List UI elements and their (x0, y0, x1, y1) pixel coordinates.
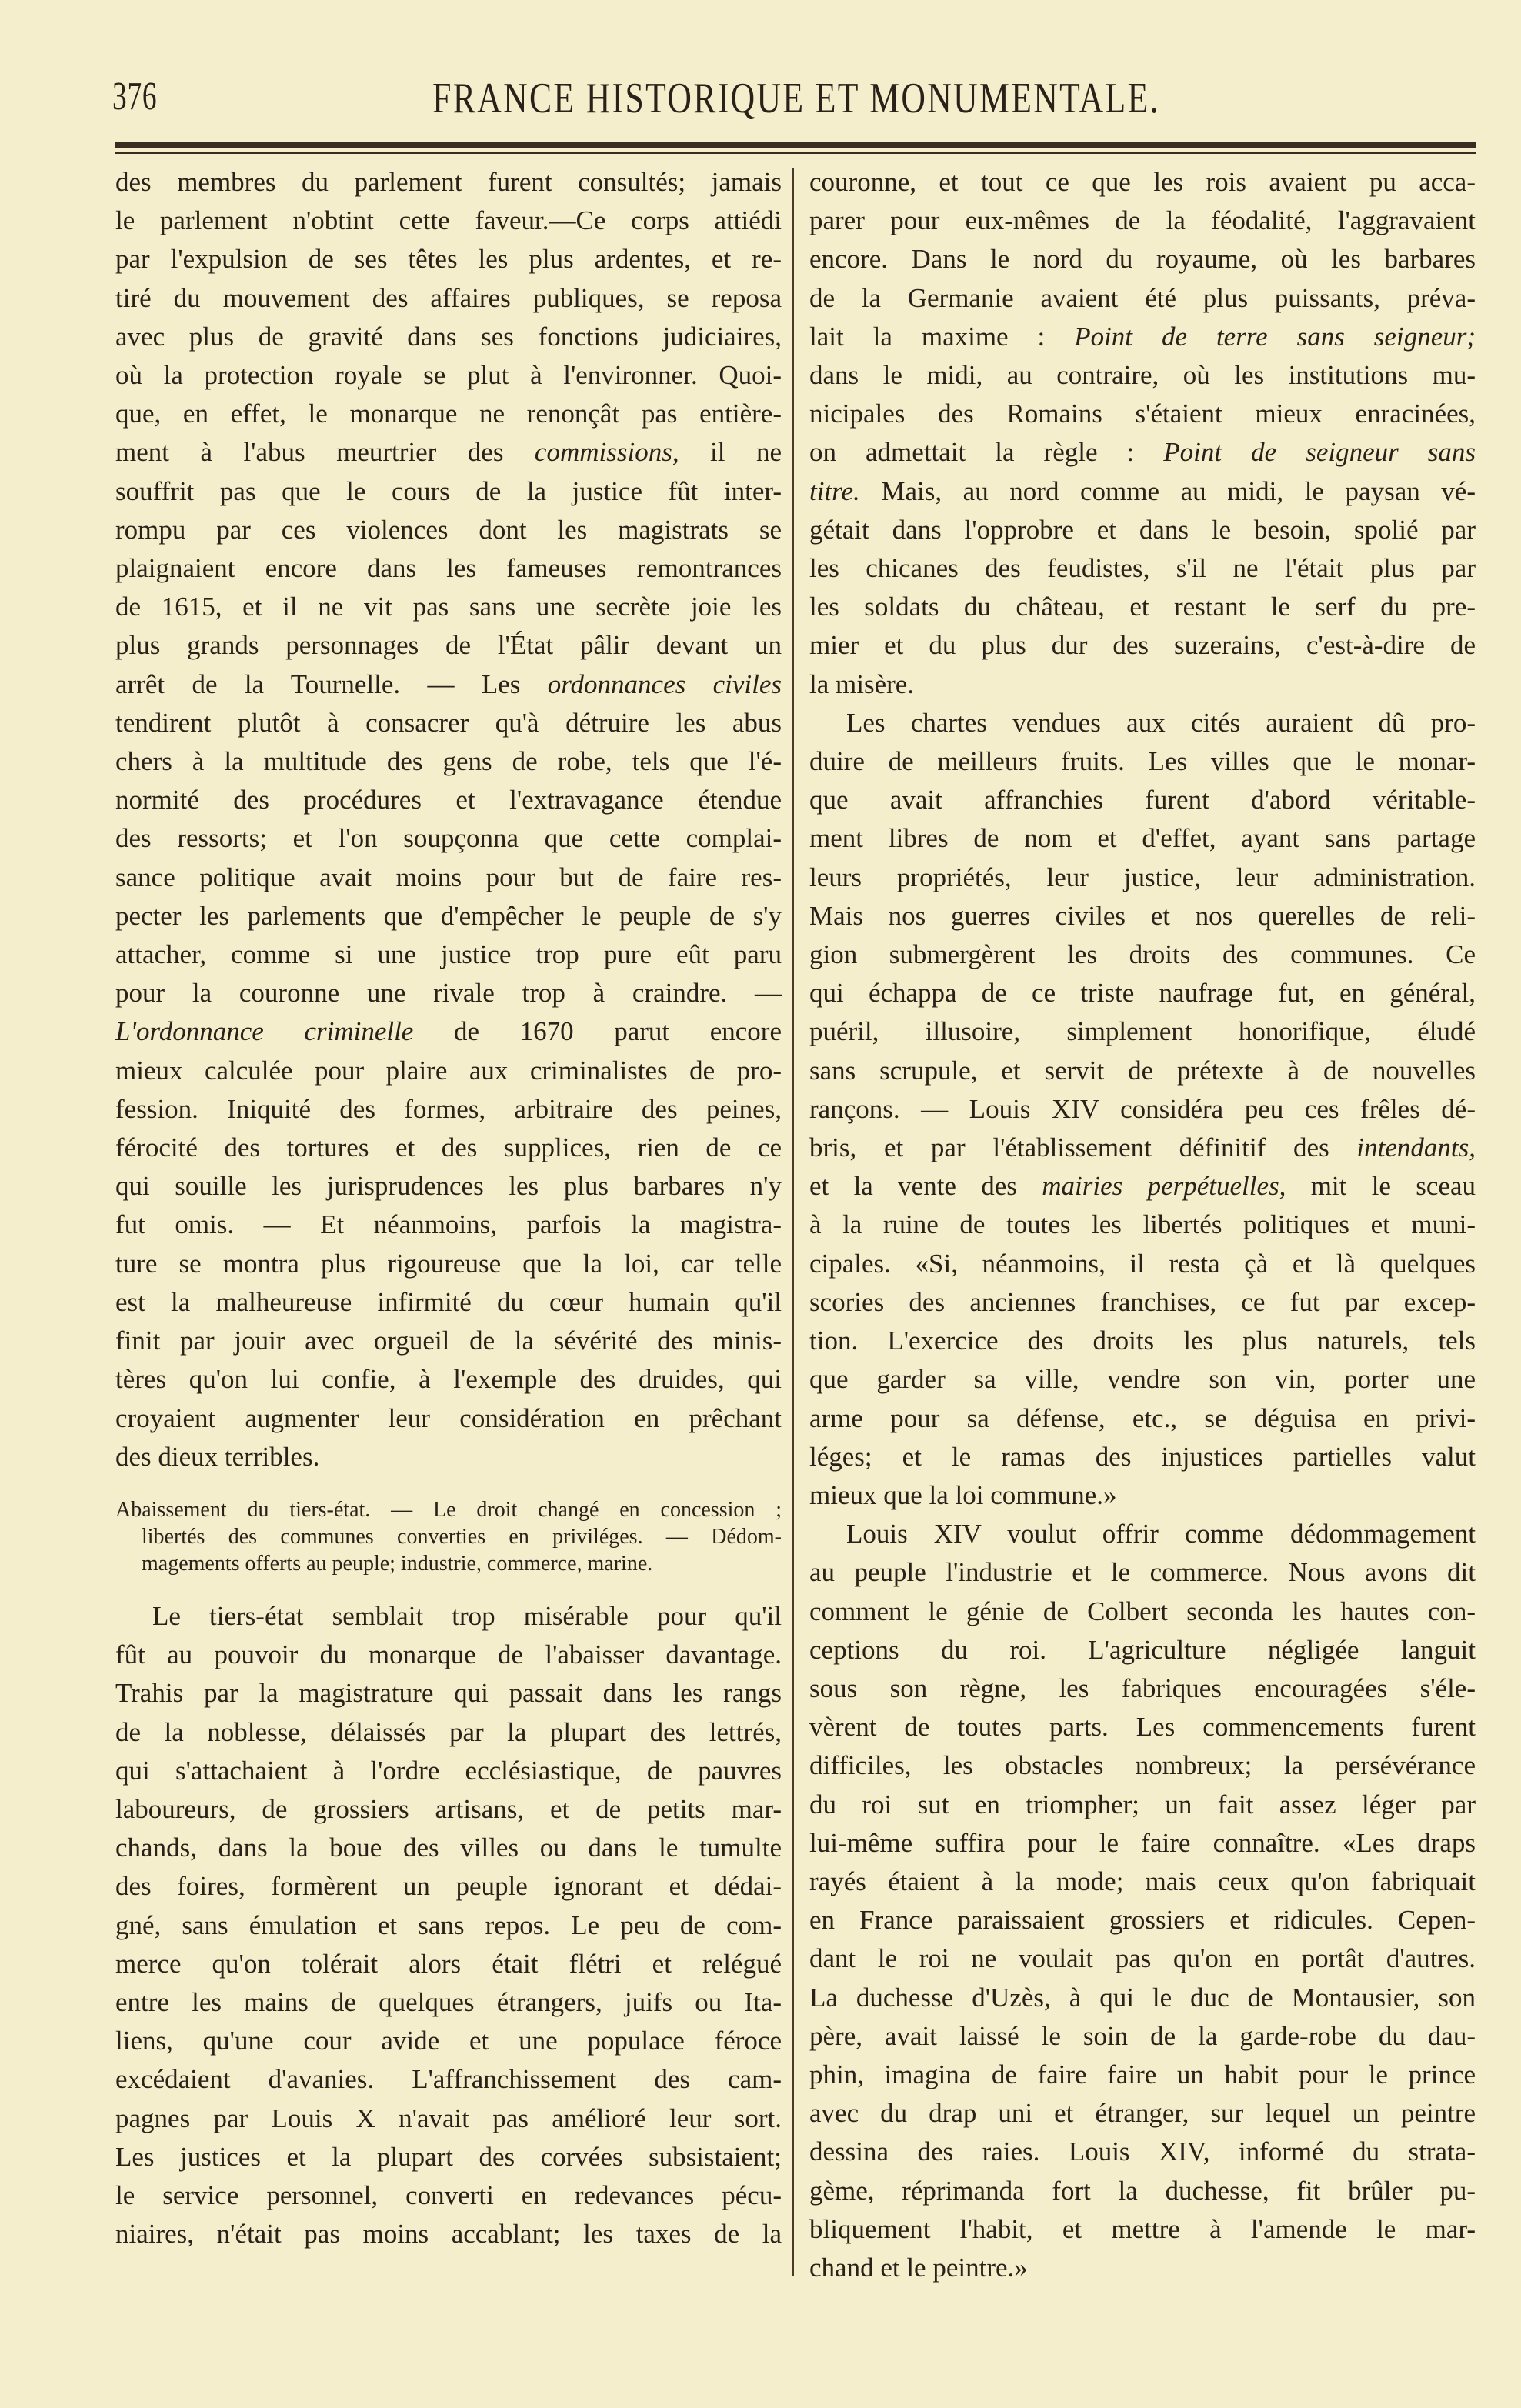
running-title: FRANCE HISTORIQUE ET MONUMENTALE. (432, 75, 1160, 122)
column-divider (792, 168, 794, 2276)
text-line (809, 472, 1476, 511)
text-line: fut omis. — Et néanmoins, parfois la magistra- (115, 1209, 782, 1240)
text-line: pecter les parlements que d'empêcher le peuple de s'y (115, 900, 782, 931)
text-line: Trahis par la magistrature qui passait dans les rangs (115, 1678, 782, 1709)
text-line: ture se montra plus rigoureuse que la loi, car telle (115, 1248, 782, 1279)
text-segment: Mais, au nord comme au midi, le paysan vé- (859, 475, 1476, 506)
paragraph (809, 163, 1476, 704)
text-line: des foires, formèrent un peuple ignorant et dédai- (115, 1871, 782, 1902)
text-line: liens, qu'une cour avide et une populace féroce (115, 2026, 782, 2056)
text-line: encore. Dans le nord du royaume, où les barbares (809, 244, 1476, 275)
paragraph (809, 1515, 1476, 2287)
text-line: sans scrupule, et servit de prétexte à de nouvelles (809, 1055, 1476, 1086)
text-line: merce qu'on tolérait alors était flétri et relégué (115, 1948, 782, 1979)
text-segment: lait la maxime : (809, 321, 1075, 352)
text-line: normité des procédures et l'extravagance étendue (115, 785, 782, 815)
text-line: rompu par ces violences dont les magistrats se (115, 514, 782, 545)
italic-text: titre. (809, 475, 860, 506)
text-line: chands, dans la boue des villes ou dans le tumulte (115, 1833, 782, 1863)
text-line: arme pour sa défense, etc., se déguisa en privi- (809, 1402, 1476, 1433)
header-rule-thin (115, 152, 1476, 154)
text-line: excédaient d'avanies. L'affranchissement des cam- (115, 2064, 782, 2095)
text-line: pagnes par Louis X n'avait pas amélioré leur sort. (115, 2103, 782, 2133)
left-column (115, 163, 782, 2253)
text-line (809, 318, 1476, 356)
text-line: phin, imagina de faire faire un habit pour le prince (809, 2059, 1476, 2089)
text-segment: de 1670 parut encore (413, 1016, 782, 1047)
text-segment: ment à l'abus meurtrier des (115, 437, 535, 468)
text-line: ceptions du roi. L'agriculture négligée languit (809, 1634, 1476, 1665)
text-line: que, en effet, le monarque ne renonçât pas entière- (115, 399, 782, 429)
italic-text: ordonnances civiles (547, 669, 782, 699)
text-line: tendirent plutôt à consacrer qu'à détruire les abus (115, 707, 782, 738)
text-line: nicipales des Romains s'étaient mieux enracinées, (809, 399, 1476, 429)
text-line: couronne, et tout ce que les rois avaient pu acca- (809, 167, 1476, 197)
text-line: dant le roi ne voulait pas qu'on en portât d'autres. (809, 1943, 1476, 1974)
text-line: des dieux terribles. (115, 1441, 320, 1472)
text-line: niaires, n'était pas moins accablant; les taxes de la (115, 2219, 782, 2250)
text-line: ment libres de nom et d'effet, ayant sans partage (809, 823, 1476, 854)
text-segment: il ne (679, 437, 782, 468)
text-line: en France paraissaient grossiers et ridicules. Cepen- (809, 1905, 1476, 1936)
text-line: difficiles, les obstacles nombreux; la persévérance (809, 1750, 1476, 1781)
text-line: la misère. (809, 669, 915, 699)
text-line: chand et le peintre.» (809, 2252, 1028, 2283)
text-line: Mais nos guerres civiles et nos querelles de reli- (809, 900, 1476, 931)
text-line: père, avait laissé le soin de la garde-robe du dau- (809, 2020, 1476, 2051)
text-line (809, 1129, 1476, 1167)
header-rule (115, 142, 1476, 148)
text-line: Louis XIV voulut offrir comme dédommagement (846, 1519, 1476, 1549)
text-line: vèrent de toutes parts. Les commencements furent (809, 1712, 1476, 1743)
text-line: fût au pouvoir du monarque de l'abaisser davantage. (115, 1639, 782, 1670)
italic-text: L'ordonnance criminelle (115, 1016, 414, 1047)
text-line: au peuple l'industrie et le commerce. Nous avons dit (809, 1557, 1476, 1588)
text-line: des membres du parlement furent consultés; jamais (115, 167, 782, 197)
text-line: Abaissement du tiers-état. — Le droit changé en concession ; (115, 1497, 782, 1522)
text-line: le parlement n'obtint cette faveur.—Ce corps attiédi (115, 205, 782, 236)
text-line: puéril, illusoire, simplement honorifique, éludé (809, 1016, 1476, 1047)
text-line: rayés étaient à la mode; mais ceux qu'on fabriquait (809, 1866, 1476, 1896)
paragraph (115, 163, 782, 1476)
text-line: entre les mains de quelques étrangers, juifs ou Ita- (115, 1986, 782, 2017)
text-line: cipales. «Si, néanmoins, il resta çà et là quelques (809, 1248, 1476, 1279)
text-line: où la protection royale se plut à l'environner. Quoi- (115, 360, 782, 391)
text-line: les chicanes des feudistes, s'il ne l'était plus par (809, 553, 1476, 584)
section-summary (115, 1496, 782, 1577)
text-line: mieux que la loi commune.» (809, 1479, 1117, 1510)
text-line: de la noblesse, délaissés par la plupart des lettrés, (115, 1716, 782, 1747)
text-line: gion submergèrent les droits des communes. Ce (809, 939, 1476, 970)
text-line: Le tiers-état semblait trop misérable pour qu'il (152, 1600, 782, 1631)
text-line: léges; et le ramas des injustices partielles valut (809, 1441, 1476, 1472)
text-line: chers à la multitude des gens de robe, tels que l'é- (115, 746, 782, 777)
text-line: leurs propriétés, leur justice, leur administration. (809, 862, 1476, 892)
text-line (115, 665, 782, 704)
text-line: sance politique avait moins pour but de faire res- (115, 862, 782, 892)
text-line: tion. L'exercice des droits les plus naturels, tels (809, 1326, 1476, 1356)
paragraph (115, 1597, 782, 2253)
text-segment: et la vente des (809, 1171, 1042, 1202)
text-line: libertés des communes converties en priviléges. — Dédom- (142, 1524, 782, 1549)
text-line: bliquement l'habit, et mettre à l'amende le mar- (809, 2213, 1476, 2244)
text-line: est la malheureuse infirmité du cœur humain qu'il (115, 1286, 782, 1317)
text-line: qui s'attachaient à l'ordre ecclésiastique, de pauvres (115, 1755, 782, 1786)
right-column (809, 163, 1476, 2287)
text-line: plaignaient encore dans les fameuses remontrances (115, 553, 782, 584)
text-line: que garder sa ville, vendre son vin, porter une (809, 1364, 1476, 1395)
text-line (115, 1012, 782, 1051)
text-segment: bris, et par l'établissement définitif des (809, 1132, 1357, 1163)
text-line: mier et du plus dur des suzerains, c'est-à-dire de (809, 630, 1476, 661)
text-line: de la Germanie avaient été plus puissants, préva- (809, 282, 1476, 313)
italic-text: Point de seigneur sans (1163, 437, 1476, 468)
text-line: lui-même suffira pour le faire connaître. «Les draps (809, 1827, 1476, 1858)
text-line: pour la couronne une rivale trop à craindre. — (115, 978, 782, 1009)
text-segment: arrêt de la Tournelle. — Les (115, 669, 548, 699)
text-line: parer pour eux-mêmes de la féodalité, l'aggravaient (809, 205, 1476, 236)
text-line: tères qu'on lui confie, à l'exemple des druides, qui (115, 1364, 782, 1395)
text-line (809, 1167, 1476, 1206)
paragraph (809, 704, 1476, 1515)
text-line: magements offerts au peuple; industrie, commerce, marine. (142, 1551, 653, 1576)
text-line (809, 433, 1476, 472)
text-line: dessina des raies. Louis XIV, informé du strata- (809, 2136, 1476, 2167)
text-line: des ressorts; et l'on soupçonna que cette complai- (115, 823, 782, 854)
text-line: scories des anciennes franchises, ce fut par excep- (809, 1286, 1476, 1317)
text-line: duire de meilleurs fruits. Les villes que le monar- (809, 746, 1476, 777)
text-line: que avait affranchies furent d'abord véritable- (809, 785, 1476, 815)
text-line: rançons. — Louis XIV considéra peu ces frêles dé- (809, 1093, 1476, 1124)
text-line: Les chartes vendues aux cités auraient dû pro- (846, 707, 1476, 738)
page-number: 376 (112, 75, 158, 118)
text-line (115, 433, 782, 472)
text-line: tiré du mouvement des affaires publiques, se reposa (115, 282, 782, 313)
text-line: fession. Iniquité des formes, arbitraire des peines, (115, 1093, 782, 1124)
text-line: le service personnel, converti en redevances pécu- (115, 2180, 782, 2210)
text-line: plus grands personnages de l'État pâlir devant un (115, 630, 782, 661)
text-line: de 1615, et il ne vit pas sans une secrète joie les (115, 592, 782, 622)
text-line: férocité des tortures et des supplices, rien de ce (115, 1132, 782, 1163)
text-line: gné, sans émulation et sans repos. Le peu de com- (115, 1909, 782, 1940)
italic-text: commissions, (534, 437, 679, 468)
text-line: mieux calculée pour plaire aux criminalistes de pro- (115, 1055, 782, 1086)
text-line: gétait dans l'opprobre et dans le besoin, spolié par (809, 514, 1476, 545)
text-line: Les justices et la plupart des corvées subsistaient; (115, 2141, 782, 2172)
text-line: les soldats du château, et restant le serf du pre- (809, 592, 1476, 622)
text-line: à la ruine de toutes les libertés politiques et muni- (809, 1209, 1476, 1240)
text-line: du roi sut en triompher; un fait assez léger par (809, 1789, 1476, 1819)
text-line: avec plus de gravité dans ses fonctions judiciaires, (115, 321, 782, 352)
text-line: par l'expulsion de ses têtes les plus ardentes, et re- (115, 244, 782, 275)
text-line: croyaient augmenter leur considération en prêchant (115, 1402, 782, 1433)
italic-text: Point de terre sans seigneur; (1074, 321, 1476, 352)
text-segment: on admettait la règle : (809, 437, 1164, 468)
text-line: comment le génie de Colbert seconda les hautes con- (809, 1596, 1476, 1626)
italic-text: intendants, (1356, 1132, 1476, 1163)
text-line: finit par jouir avec orgueil de la sévérité des minis- (115, 1326, 782, 1356)
text-segment: mit le sceau (1286, 1171, 1476, 1202)
text-line: gème, réprimanda fort la duchesse, fit brûler pu- (809, 2175, 1476, 2206)
text-line: sous son règne, les fabriques encouragées s'éle- (809, 1673, 1476, 1703)
text-line: qui souille les jurisprudences les plus barbares n'y (115, 1171, 782, 1202)
text-line: La duchesse d'Uzès, à qui le duc de Montausier, son (809, 1982, 1476, 2013)
text-line: laboureurs, de grossiers artisans, et de petits mar- (115, 1793, 782, 1824)
text-line: qui échappa de ce triste naufrage fut, en général, (809, 978, 1476, 1009)
text-line: avec du drap uni et étranger, sur lequel un peintre (809, 2098, 1476, 2129)
italic-text: mairies perpétuelles, (1042, 1171, 1286, 1202)
text-line: dans le midi, au contraire, où les institutions mu- (809, 360, 1476, 391)
text-line: souffrit pas que le cours de la justice fût inter- (115, 475, 782, 506)
text-line: attacher, comme si une justice trop pure eût paru (115, 939, 782, 970)
